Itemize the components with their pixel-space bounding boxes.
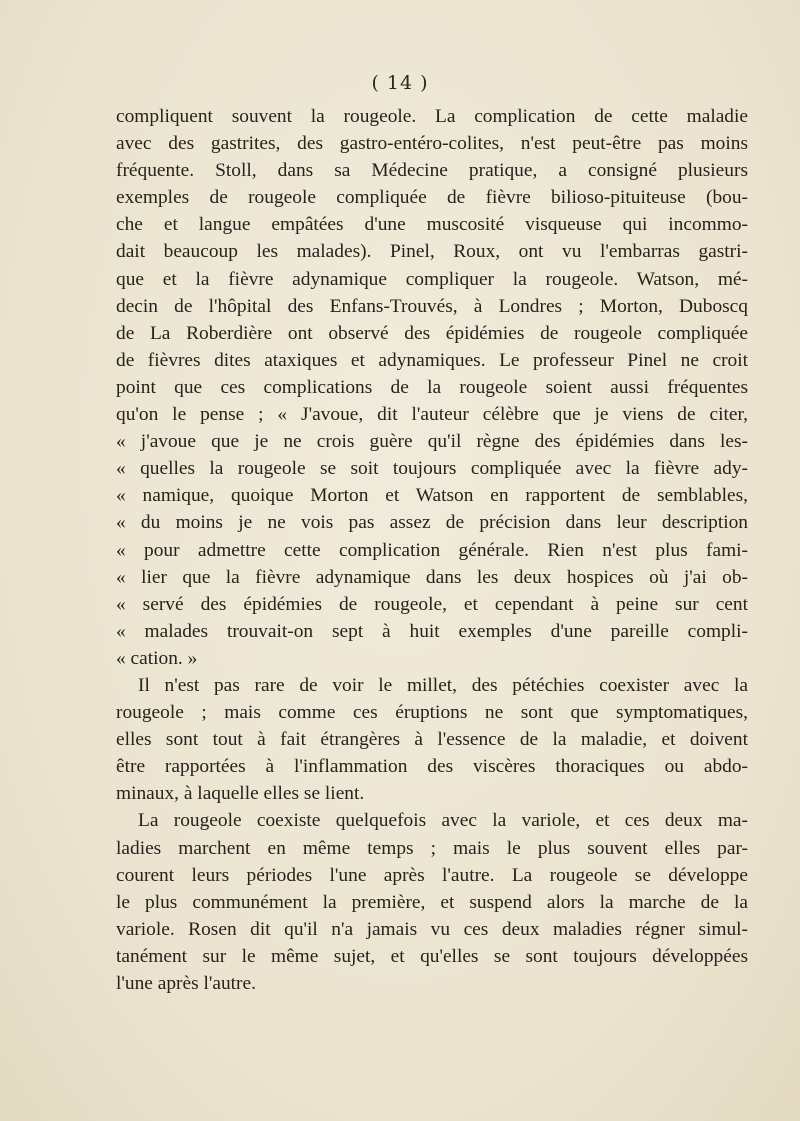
- quote-line: « cation. »: [116, 647, 198, 669]
- text-line: qu'on le pense ; « J'avoue, dit l'auteur célèbre que je viens de citer,: [116, 404, 748, 426]
- quote-line: « malades trouvait-on sept à huit exemples d'une pareille compli-: [116, 620, 748, 642]
- quote-line: « namique, quoique Morton et Watson en rapportent de semblables,: [116, 485, 748, 507]
- text-line: le plus communément la première, et suspend alors la marche de la: [116, 891, 748, 913]
- text-line: fréquente. Stoll, dans sa Médecine pratique, a consigné plusieurs: [116, 160, 748, 182]
- text-line: être rapportées à l'inflammation des viscères thoraciques ou abdo-: [116, 756, 748, 778]
- quote-line: « servé des épidémies de rougeole, et cependant à peine sur cent: [116, 593, 748, 615]
- text-line: exemples de rougeole compliquée de fièvre bilioso-pituiteuse (bou-: [116, 187, 748, 209]
- text-line: l'une après l'autre.: [116, 973, 256, 994]
- text-line: courent leurs périodes l'une après l'autre. La rougeole se développe: [116, 864, 748, 886]
- quote-line: « quelles la rougeole se soit toujours compliquée avec la fièvre ady-: [116, 458, 748, 480]
- text-line: elles sont tout à fait étrangères à l'essence de la maladie, et doivent: [116, 729, 748, 751]
- text-line: avec des gastrites, des gastro-entéro-colites, n'est peut-être pas moins: [116, 133, 748, 155]
- text-line: dait beaucoup les malades). Pinel, Roux, ont vu l'embarras gastri-: [116, 241, 748, 263]
- text-line: point que ces complications de la rougeole soient aussi fréquentes: [116, 376, 748, 398]
- text-line: decin de l'hôpital des Enfans-Trouvés, à Londres ; Morton, Duboscq: [116, 295, 748, 317]
- quote-line: « j'avoue que je ne crois guère qu'il règne des épidémies dans les-: [116, 431, 748, 453]
- text-line: de La Roberdière ont observé des épidémies de rougeole compliquée: [116, 322, 748, 344]
- paragraph-start-line: Il n'est pas rare de voir le millet, des pétéchies coexister avec la: [138, 674, 748, 696]
- text-line: minaux, à laquelle elles se lient.: [116, 783, 365, 805]
- body-text: [116, 103, 748, 997]
- text-line: rougeole ; mais comme ces éruptions ne sont que symptomatiques,: [116, 702, 748, 724]
- page-number: ( 14 ): [371, 72, 429, 94]
- quote-line: « lier que la fièvre adynamique dans les deux hospices où j'ai ob-: [116, 566, 748, 588]
- text-line: variole. Rosen dit qu'il n'a jamais vu ces deux maladies régner simul-: [116, 918, 748, 940]
- text-line: che et langue empâtées d'une muscosité visqueuse qui incommo-: [116, 214, 748, 236]
- text-line: de fièvres dites ataxiques et adynamiques. Le professeur Pinel ne croit: [116, 349, 748, 371]
- quote-line: « du moins je ne vois pas assez de précision dans leur description: [116, 512, 748, 534]
- quote-line: « pour admettre cette complication générale. Rien n'est plus fami-: [116, 539, 748, 561]
- paragraph-start-line: La rougeole coexiste quelquefois avec la variole, et ces deux ma-: [138, 810, 748, 832]
- text-line: que et la fièvre adynamique compliquer la rougeole. Watson, mé-: [116, 268, 748, 290]
- text-line: tanément sur le même sujet, et qu'elles se sont toujours développées: [116, 945, 748, 967]
- text-line: ladies marchent en même temps ; mais le plus souvent elles par-: [116, 837, 748, 859]
- text-line: compliquent souvent la rougeole. La complication de cette maladie: [116, 106, 748, 127]
